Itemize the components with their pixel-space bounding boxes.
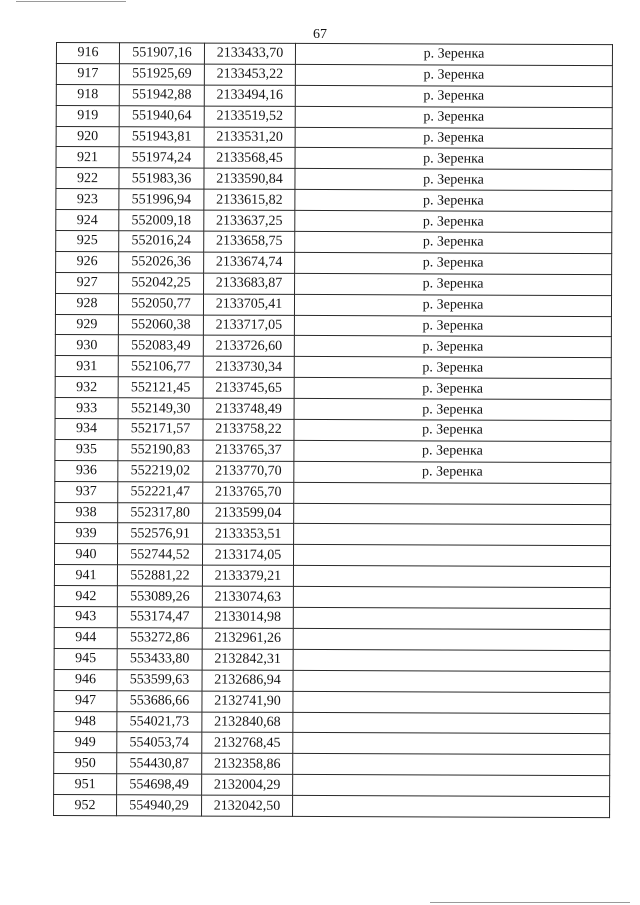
- y-coordinate-cell: 2133174,05: [202, 544, 293, 565]
- y-coordinate-cell: 2132004,29: [202, 774, 293, 795]
- x-coordinate-cell: 552083,49: [118, 335, 203, 356]
- note-cell: [293, 587, 610, 609]
- x-coordinate-cell: 551925,69: [119, 64, 204, 85]
- y-coordinate-cell: 2133658,75: [204, 231, 295, 252]
- x-coordinate-cell: 552026,36: [119, 252, 204, 273]
- table-row: [55, 335, 611, 358]
- note-cell: [293, 545, 610, 567]
- point-number-cell: 945: [54, 648, 117, 669]
- y-coordinate-cell: 2133674,74: [204, 252, 295, 273]
- y-coordinate-cell: 2133765,70: [203, 482, 294, 503]
- table-row: [54, 795, 610, 818]
- table-row: [55, 293, 611, 316]
- point-number-cell: 916: [56, 43, 119, 64]
- point-number-cell: 926: [56, 251, 119, 272]
- y-coordinate-cell: 2132768,45: [202, 732, 293, 753]
- note-cell: [294, 482, 611, 504]
- table-row: [56, 168, 612, 191]
- y-coordinate-cell: 2133770,70: [203, 461, 294, 482]
- y-coordinate-cell: 2133599,04: [203, 503, 294, 524]
- point-number-cell: 919: [56, 105, 119, 126]
- y-coordinate-cell: 2132741,90: [202, 691, 293, 712]
- table-row: [55, 481, 611, 504]
- point-number-cell: 948: [54, 711, 117, 732]
- point-number-cell: 917: [56, 63, 119, 84]
- note-cell: [293, 566, 610, 588]
- x-coordinate-cell: 551974,24: [119, 147, 204, 168]
- note-cell: р. Зеренка: [295, 64, 612, 86]
- coordinates-table-body: [54, 43, 613, 818]
- x-coordinate-cell: 551942,88: [119, 85, 204, 106]
- note-cell: р. Зеренка: [294, 315, 611, 337]
- x-coordinate-cell: 554430,87: [117, 753, 202, 774]
- y-coordinate-cell: 2133379,21: [202, 565, 293, 586]
- table-row: [56, 84, 612, 107]
- note-cell: р. Зеренка: [295, 85, 612, 107]
- point-number-cell: 935: [55, 439, 118, 460]
- x-coordinate-cell: 552221,47: [118, 481, 203, 502]
- x-coordinate-cell: 552219,02: [118, 461, 203, 482]
- table-row: [55, 398, 611, 421]
- table-row: [54, 607, 610, 630]
- x-coordinate-cell: 552744,52: [117, 544, 202, 565]
- scan-mark-top-left: [16, 1, 126, 2]
- y-coordinate-cell: 2133494,16: [204, 85, 295, 106]
- y-coordinate-cell: 2133745,65: [203, 377, 294, 398]
- note-cell: р. Зеренка: [295, 273, 612, 295]
- x-coordinate-cell: 551983,36: [119, 168, 204, 189]
- point-number-cell: 934: [55, 419, 118, 440]
- note-cell: р. Зеренка: [295, 190, 612, 212]
- coordinates-table: [53, 42, 613, 818]
- y-coordinate-cell: 2133353,51: [203, 524, 294, 545]
- note-cell: [293, 691, 610, 713]
- note-cell: р. Зеренка: [294, 336, 611, 358]
- table-row: [54, 627, 610, 650]
- y-coordinate-cell: 2133453,22: [204, 64, 295, 85]
- point-number-cell: 922: [56, 168, 119, 189]
- note-cell: р. Зеренка: [294, 440, 611, 462]
- table-row: [55, 356, 611, 379]
- y-coordinate-cell: 2133637,25: [204, 210, 295, 231]
- x-coordinate-cell: 552009,18: [119, 210, 204, 231]
- x-coordinate-cell: 551996,94: [119, 189, 204, 210]
- note-cell: р. Зеренка: [295, 252, 612, 274]
- table-row: [56, 189, 612, 212]
- point-number-cell: 940: [54, 544, 117, 565]
- x-coordinate-cell: 553089,26: [117, 586, 202, 607]
- y-coordinate-cell: 2132842,31: [202, 649, 293, 670]
- point-number-cell: 929: [55, 314, 118, 335]
- note-cell: [293, 649, 610, 671]
- x-coordinate-cell: 552121,45: [118, 377, 203, 398]
- note-cell: р. Зеренка: [295, 231, 612, 253]
- note-cell: [293, 754, 610, 776]
- note-cell: [293, 712, 610, 734]
- x-coordinate-cell: 552881,22: [117, 565, 202, 586]
- y-coordinate-cell: 2133758,22: [203, 419, 294, 440]
- x-coordinate-cell: 552060,38: [118, 314, 203, 335]
- note-cell: [294, 524, 611, 546]
- x-coordinate-cell: 554940,29: [117, 795, 202, 816]
- table-row: [56, 43, 612, 66]
- point-number-cell: 931: [55, 356, 118, 377]
- note-cell: [293, 775, 610, 797]
- x-coordinate-cell: 553686,66: [117, 690, 202, 711]
- table-row: [54, 711, 610, 734]
- table-row: [54, 586, 610, 609]
- x-coordinate-cell: 552190,83: [118, 440, 203, 461]
- x-coordinate-cell: 552171,57: [118, 419, 203, 440]
- y-coordinate-cell: 2133519,52: [204, 106, 295, 127]
- x-coordinate-cell: 553599,63: [117, 669, 202, 690]
- point-number-cell: 928: [55, 293, 118, 314]
- table-row: [55, 419, 611, 442]
- point-number-cell: 946: [54, 669, 117, 690]
- y-coordinate-cell: 2133568,45: [204, 148, 295, 169]
- point-number-cell: 942: [54, 586, 117, 607]
- y-coordinate-cell: 2133730,34: [203, 356, 294, 377]
- point-number-cell: 924: [56, 210, 119, 231]
- note-cell: р. Зеренка: [294, 399, 611, 421]
- note-cell: [294, 503, 611, 525]
- point-number-cell: 950: [54, 753, 117, 774]
- x-coordinate-cell: 553272,86: [117, 628, 202, 649]
- y-coordinate-cell: 2133014,98: [202, 607, 293, 628]
- note-cell: р. Зеренка: [295, 211, 612, 233]
- table-row: [56, 231, 612, 254]
- point-number-cell: 933: [55, 398, 118, 419]
- table-row: [54, 669, 610, 692]
- point-number-cell: 932: [55, 377, 118, 398]
- point-number-cell: 951: [54, 774, 117, 795]
- point-number-cell: 921: [56, 147, 119, 168]
- point-number-cell: 943: [54, 607, 117, 628]
- table-row: [56, 63, 612, 86]
- y-coordinate-cell: 2133765,37: [203, 440, 294, 461]
- x-coordinate-cell: 552050,77: [118, 293, 203, 314]
- table-row: [55, 502, 611, 525]
- table-row: [56, 105, 612, 128]
- x-coordinate-cell: 551907,16: [119, 43, 204, 64]
- note-cell: [293, 733, 610, 755]
- note-cell: р. Зеренка: [295, 43, 612, 65]
- y-coordinate-cell: 2133705,41: [203, 294, 294, 315]
- point-number-cell: 927: [56, 272, 119, 293]
- x-coordinate-cell: 554698,49: [117, 774, 202, 795]
- y-coordinate-cell: 2133590,84: [204, 168, 295, 189]
- x-coordinate-cell: 552106,77: [118, 356, 203, 377]
- note-cell: р. Зеренка: [295, 106, 612, 128]
- point-number-cell: 923: [56, 189, 119, 210]
- table-row: [54, 732, 610, 755]
- x-coordinate-cell: 552576,91: [118, 523, 203, 544]
- note-cell: [293, 795, 610, 817]
- point-number-cell: 941: [54, 565, 117, 586]
- point-number-cell: 920: [56, 126, 119, 147]
- x-coordinate-cell: 551940,64: [119, 105, 204, 126]
- point-number-cell: 936: [55, 460, 118, 481]
- page-number: 67: [313, 27, 327, 42]
- y-coordinate-cell: 2132042,50: [202, 795, 293, 816]
- note-cell: р. Зеренка: [294, 419, 611, 441]
- point-number-cell: 930: [55, 335, 118, 356]
- x-coordinate-cell: 554053,74: [117, 732, 202, 753]
- note-cell: [293, 607, 610, 629]
- table-row: [56, 126, 612, 149]
- y-coordinate-cell: 2133717,05: [203, 315, 294, 336]
- point-number-cell: 952: [54, 795, 117, 816]
- note-cell: р. Зеренка: [294, 294, 611, 316]
- y-coordinate-cell: 2132358,86: [202, 753, 293, 774]
- x-coordinate-cell: 552016,24: [119, 231, 204, 252]
- table-row: [55, 377, 611, 400]
- table-row: [54, 690, 610, 713]
- note-cell: р. Зеренка: [295, 148, 612, 170]
- point-number-cell: 939: [55, 523, 118, 544]
- table-row: [54, 565, 610, 588]
- x-coordinate-cell: 553174,47: [117, 607, 202, 628]
- table-row: [54, 544, 610, 567]
- scan-mark-bottom-right: [430, 902, 630, 903]
- table-row: [56, 210, 612, 233]
- point-number-cell: 949: [54, 732, 117, 753]
- table-row: [55, 523, 611, 546]
- note-cell: [293, 670, 610, 692]
- y-coordinate-cell: 2133615,82: [204, 189, 295, 210]
- table-row: [55, 460, 611, 483]
- point-number-cell: 918: [56, 84, 119, 105]
- x-coordinate-cell: 552317,80: [118, 502, 203, 523]
- y-coordinate-cell: 2133433,70: [204, 43, 295, 64]
- note-cell: р. Зеренка: [294, 357, 611, 379]
- point-number-cell: 925: [56, 231, 119, 252]
- x-coordinate-cell: 554021,73: [117, 711, 202, 732]
- table-row: [54, 648, 610, 671]
- table-row: [56, 251, 612, 274]
- point-number-cell: 938: [55, 502, 118, 523]
- x-coordinate-cell: 551943,81: [119, 126, 204, 147]
- y-coordinate-cell: 2132840,68: [202, 712, 293, 733]
- note-cell: р. Зеренка: [294, 461, 611, 483]
- x-coordinate-cell: 552149,30: [118, 398, 203, 419]
- point-number-cell: 947: [54, 690, 117, 711]
- note-cell: [293, 628, 610, 650]
- x-coordinate-cell: 552042,25: [119, 273, 204, 294]
- y-coordinate-cell: 2133726,60: [203, 336, 294, 357]
- note-cell: р. Зеренка: [294, 378, 611, 400]
- y-coordinate-cell: 2133074,63: [202, 586, 293, 607]
- y-coordinate-cell: 2132961,26: [202, 628, 293, 649]
- y-coordinate-cell: 2133531,20: [204, 127, 295, 148]
- note-cell: р. Зеренка: [295, 169, 612, 191]
- y-coordinate-cell: 2133683,87: [204, 273, 295, 294]
- y-coordinate-cell: 2133748,49: [203, 398, 294, 419]
- table-row: [55, 439, 611, 462]
- table-row: [56, 272, 612, 295]
- y-coordinate-cell: 2132686,94: [202, 670, 293, 691]
- table-row: [56, 147, 612, 170]
- x-coordinate-cell: 553433,80: [117, 649, 202, 670]
- point-number-cell: 944: [54, 627, 117, 648]
- note-cell: р. Зеренка: [295, 127, 612, 149]
- table-row: [54, 774, 610, 797]
- table-row: [55, 314, 611, 337]
- point-number-cell: 937: [55, 481, 118, 502]
- table-row: [54, 753, 610, 776]
